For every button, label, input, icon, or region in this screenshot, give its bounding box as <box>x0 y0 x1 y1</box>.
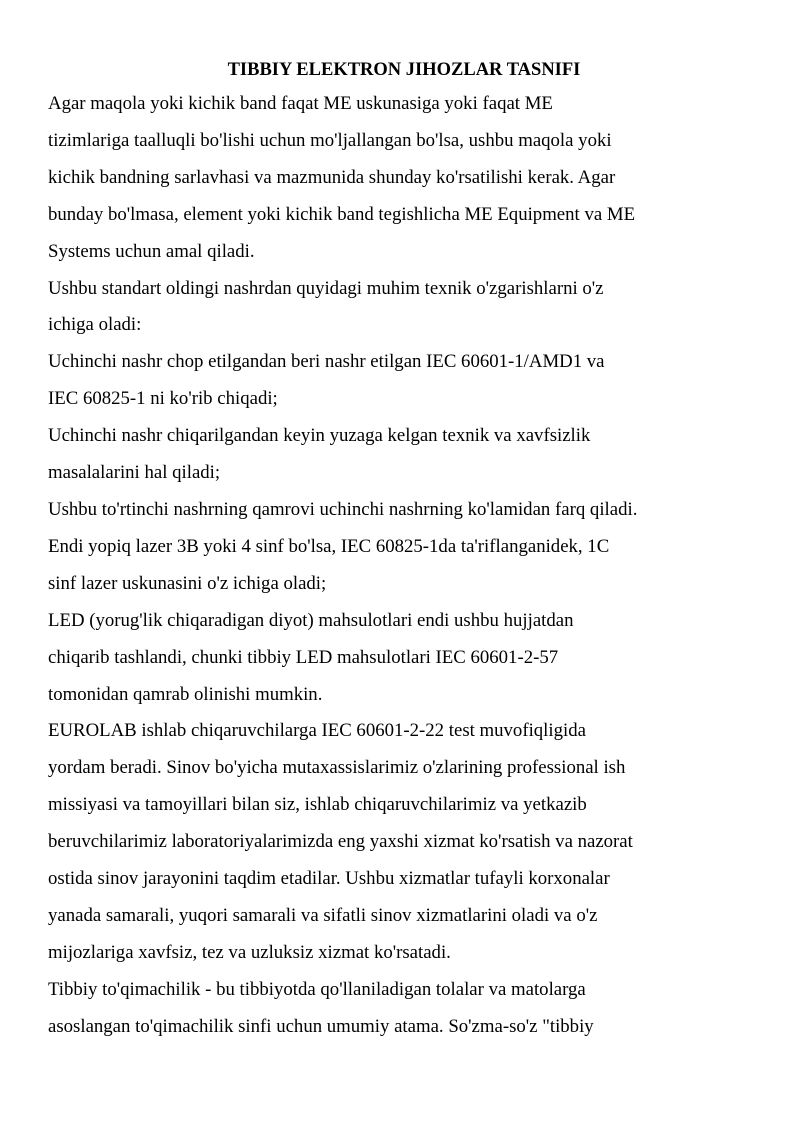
text-line: masalalarini hal qiladi; <box>48 462 221 484</box>
text-line: asoslangan to'qimachilik sinfi uchun umumiy atama. So'zma-so'z "tibbiy <box>48 1015 594 1037</box>
text-line: Uchinchi nashr chop etilgandan beri nashr etilgan IEC 60601-1/AMD1 va <box>48 351 605 373</box>
text-line: yordam beradi. Sinov bo'yicha mutaxassislarimiz o'zlarining professional ish <box>48 757 626 779</box>
text-line: sinf lazer uskunasini o'z ichiga oladi; <box>48 572 327 594</box>
paragraph <box>48 713 760 971</box>
paragraph <box>48 271 760 345</box>
paragraph <box>48 603 760 714</box>
text-line: bunday bo'lmasa, element yoki kichik band tegishlicha ME Equipment va ME <box>48 203 636 225</box>
text-line: Tibbiy to'qimachilik - bu tibbiyotda qo'llaniladigan tolalar va matolarga <box>48 978 586 1000</box>
text-line: tizimlariga taalluqli bo'lishi uchun mo'ljallangan bo'lsa, ushbu maqola yoki <box>48 129 612 151</box>
text-line: EUROLAB ishlab chiqaruvchilarga IEC 60601-2-22 test muvofiqligida <box>48 720 586 742</box>
text-line: LED (yorug'lik chiqaradigan diyot) mahsulotlari endi ushbu hujjatdan <box>48 609 574 631</box>
document-page <box>48 56 760 1046</box>
paragraph <box>48 972 760 1046</box>
text-line: Endi yopiq lazer 3B yoki 4 sinf bo'lsa, IEC 60825-1da ta'riflanganidek, 1C <box>48 535 610 557</box>
text-line: Uchinchi nashr chiqarilgandan keyin yuzaga kelgan texnik va xavfsizlik <box>48 425 591 447</box>
text-line: chiqarib tashlandi, chunki tibbiy LED mahsulotlari IEC 60601-2-57 <box>48 646 559 668</box>
text-line: Agar maqola yoki kichik band faqat ME uskunasiga yoki faqat ME <box>48 93 553 114</box>
paragraph <box>48 418 760 492</box>
paragraph <box>48 492 760 603</box>
document-title: TIBBIY ELEKTRON JIHOZLAR TASNIFI <box>227 60 581 80</box>
text-line: mijozlariga xavfsiz, tez va uzluksiz xizmat ko'rsatadi. <box>48 941 451 963</box>
text-line: ichiga oladi: <box>48 314 142 336</box>
paragraph <box>48 344 760 418</box>
text-line: beruvchilarimiz laboratoriyalarimizda eng yaxshi xizmat ko'rsatish va nazorat <box>48 831 633 853</box>
text-line: yanada samarali, yuqori samarali va sifatli sinov xizmatlarini oladi va o'z <box>48 904 598 926</box>
text-line: Ushbu to'rtinchi nashrning qamrovi uchinchi nashrning ko'lamidan farq qiladi. <box>48 498 638 520</box>
text-line: Systems uchun amal qiladi. <box>48 240 255 262</box>
text-line: kichik bandning sarlavhasi va mazmunida shunday ko'rsatilishi kerak. Agar <box>48 166 616 188</box>
document-body <box>48 86 760 1046</box>
paragraph <box>48 86 760 271</box>
text-line: ostida sinov jarayonini taqdim etadilar. Ushbu xizmatlar tufayli korxonalar <box>48 868 610 890</box>
text-line: Ushbu standart oldingi nashrdan quyidagi muhim texnik o'zgarishlarni o'z <box>48 277 604 299</box>
text-line: IEC 60825-1 ni ko'rib chiqadi; <box>48 388 278 410</box>
text-line: tomonidan qamrab olinishi mumkin. <box>48 683 323 705</box>
text-line: missiyasi va tamoyillari bilan siz, ishlab chiqaruvchilarimiz va yetkazib <box>48 794 587 816</box>
